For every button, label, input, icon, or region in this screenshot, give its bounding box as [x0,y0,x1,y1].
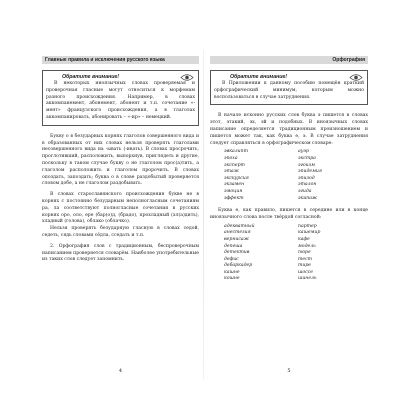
right-notice-box [210,70,368,105]
word-list-1 [210,149,368,202]
list-item: партер [298,223,317,229]
list-item: ауэр [298,149,309,155]
list-item: кашне [224,269,240,275]
attention-icon [180,73,194,82]
list-item: эксперт [224,162,245,168]
attention-icon [349,73,363,82]
word-list-1-right-column [298,149,368,202]
right-page [210,56,368,374]
list-item: шинель [298,276,317,282]
list-item: кошне [224,276,240,282]
right-running-header: Орфография [210,56,368,64]
book-gutter [203,50,204,380]
list-item: тире [298,263,311,269]
list-item: эгоизм [298,162,315,168]
left-page [42,56,199,374]
list-item: детектив [224,250,250,256]
list-item: этаж [224,169,239,175]
list-item: шоссе [298,269,313,275]
list-item: анестезия [224,230,251,236]
list-item: вернисаж [224,236,249,242]
list-item: эмоция [224,188,243,194]
list-item: тест [298,256,313,262]
list-item: экзамен [224,182,245,188]
list-item: эталон [298,182,317,188]
left-paragraph-1: Букву о в безударных корнях глаголов совершенного вида и в образованных от них словах нельзя проверять глаголами несовершенного вида на -ывать (-ивать). В словах просрочить, проглотивший, расположить, выпорхнув, приглядеть и другие, поскольку в таком случае букву о не глаголом прос(а)тить, а глаголом расположить и глаголом пророчить. В словах опоздать, запоздать; буква о в слове раздобытый проверяется словом добе, а не глаголом раздобывать. [42,133,199,187]
right-paragraph-1: В начале исконно русских слов буква э пишется в словах этот, этакий, эх, эй и подобных. В иноязычных словах написание определяется традиционным произношением и пишется может так, как буква е, э. В случае затруднения следует справляться в орфографическом словаре: [210,113,368,146]
list-item: экскурсия [224,175,249,181]
word-list-2-right-column [298,224,368,283]
left-paragraph-3: Нельзя проверять безударную гласную в словах седой, седеть, сядь словами сёдла, сседать и т.п. [42,226,199,238]
left-paragraph-2: В словах старославянского происхождения букве не в корнях с постоянно безударным неполногласным сочетаниям ра, ла соответствуют полногласные сочетания в русских корнях оро, оло, ере (бар(о)д, (брадо), прохладный (хл(а)дить), хладный (голова), облако (облачко). [42,192,199,225]
list-item: эффект [224,195,244,201]
left-page-number: 4 [118,368,123,374]
right-notice-text: В Приложении к данному пособию помещён краткий орфографический минимум, которым можно воспользоваться в случае затруднения. [214,81,364,100]
list-item: эпизод [298,175,315,181]
list-item: депеша [224,243,243,249]
left-notice-box [42,70,199,126]
word-list-1-left-column [224,149,294,202]
left-paragraph-4: 2. Орфография слов с традиционным, беспроверочным написанием проверяется словарём. Наиболее употребительные из таких слов следует запомнить. [42,243,199,263]
list-item: дефис [224,256,239,262]
list-item: экипаж [298,195,318,201]
left-running-header: Главные правила и исключения русского языка [42,56,199,64]
list-item: дебаркадер [224,263,253,269]
word-list-2 [210,224,368,283]
list-item: экстра [298,155,316,161]
list-item: эвкалипт [224,149,248,155]
right-page-number: 5 [287,368,291,374]
list-item: пюре [298,250,311,256]
right-paragraph-2: Буква е, как правило, пишется в середине или в конце иноязычного слова после твёрдой согласной: [210,208,368,220]
right-notice-title: Обратите внимание! [230,74,288,80]
list-item: кафе [298,236,310,242]
list-item: кашемир [298,230,321,236]
left-notice-title: Обратите внимание! [62,74,120,80]
list-item: эпоха [224,155,238,161]
list-item: адекватный [224,223,255,229]
list-item: эгида [298,188,312,194]
list-item: эпидемия [298,169,322,175]
left-notice-text: В некоторых иноязычных словах проверяемая и проверочная гласные могут относиться к морфемам разного происхождения. Например, в словах аккомпанемент, абонемент, абонент и т.п. сочетание «-мент» французского происхождения, а в глаголах аккомпанировать, абонировать – «-ир» – немецкий. [46,81,195,120]
list-item: модель [298,243,316,249]
word-list-2-left-column [224,224,294,283]
